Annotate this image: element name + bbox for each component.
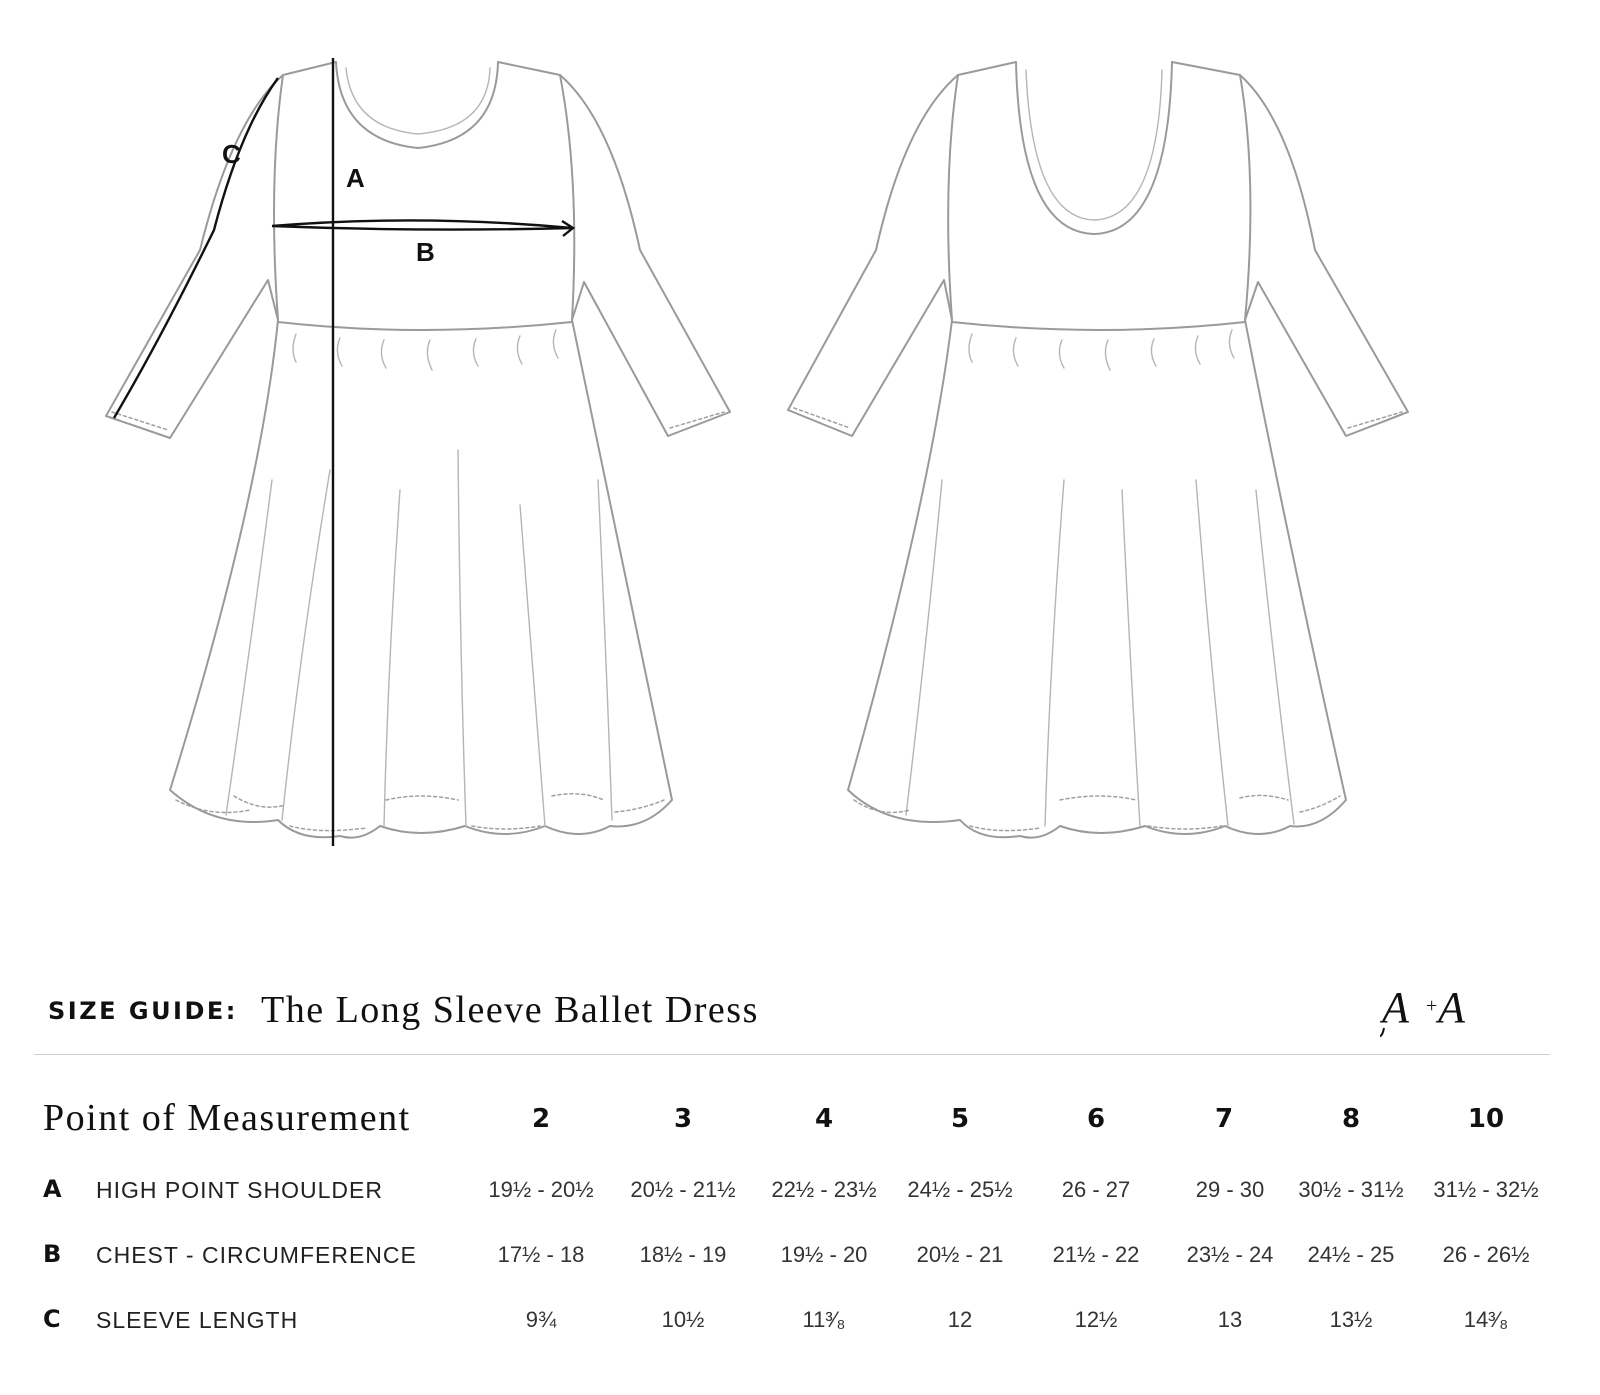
table-cell: 26 - 27 <box>1061 1177 1131 1202</box>
svg-text:A: A <box>1382 983 1409 1032</box>
header-divider <box>34 1054 1550 1055</box>
table-cell: 13 <box>1217 1307 1243 1332</box>
back-hem-stitching <box>854 795 1340 830</box>
table-cell: 29 - 30 <box>1195 1177 1265 1202</box>
back-neckline-outer <box>1016 62 1172 234</box>
table-cell: 11³⁄₈ <box>802 1307 846 1332</box>
back-body-outline <box>788 62 1408 838</box>
size-header: 4 <box>814 1104 834 1134</box>
table-row <box>0 1240 1600 1290</box>
table-cell: 19½ - 20 <box>780 1242 868 1267</box>
table-cell: 18½ - 19 <box>639 1242 727 1267</box>
size-guide-title: The Long Sleeve Ballet Dress <box>261 989 759 1031</box>
size-header: 8 <box>1341 1104 1361 1134</box>
back-skirt-folds <box>906 480 1294 826</box>
point-of-measurement-heading: Point of Measurement <box>43 1097 411 1139</box>
size-header: 7 <box>1214 1104 1234 1134</box>
table-cell: 17½ - 18 <box>497 1242 585 1267</box>
size-header: 3 <box>673 1104 693 1134</box>
front-neckline-outer <box>336 62 498 148</box>
back-gathers <box>969 330 1234 370</box>
size-guide-header <box>48 988 1568 1038</box>
row-label: CHEST - CIRCUMFERENCE <box>96 1242 417 1268</box>
measure-label-a: A <box>346 163 365 193</box>
size-header: 10 <box>1467 1104 1505 1134</box>
dress-front-view <box>106 62 730 838</box>
size-header: 5 <box>950 1104 970 1134</box>
table-cell: 22½ - 23½ <box>771 1177 877 1202</box>
size-header: 6 <box>1086 1104 1106 1134</box>
table-cell: 20½ - 21 <box>916 1242 1004 1267</box>
table-row <box>0 1175 1600 1225</box>
table-cell: 24½ - 25½ <box>907 1177 1013 1202</box>
front-neckline-inner <box>346 68 490 134</box>
measure-label-b: B <box>416 237 435 267</box>
size-guide-prefix: SIZE GUIDE: <box>48 997 238 1025</box>
row-label: SLEEVE LENGTH <box>96 1307 299 1333</box>
table-cell: 31½ - 32½ <box>1433 1177 1539 1202</box>
table-cell: 13½ <box>1329 1307 1373 1332</box>
table-cell: 12 <box>947 1307 973 1332</box>
front-armhole-right <box>560 75 574 320</box>
table-cell: 24½ - 25 <box>1307 1242 1395 1267</box>
back-armhole-left <box>948 75 958 320</box>
table-cell: 30½ - 31½ <box>1298 1177 1404 1202</box>
back-cuff-left-stitch <box>794 408 850 428</box>
back-armhole-right <box>1240 75 1250 320</box>
table-cell: 23½ - 24 <box>1186 1242 1274 1267</box>
row-letter: C <box>43 1305 61 1333</box>
measure-line-b <box>272 220 573 236</box>
measure-label-c: C <box>222 139 241 169</box>
back-waist-seam <box>952 322 1245 330</box>
table-cell: 21½ - 22 <box>1052 1242 1140 1267</box>
row-label: HIGH POINT SHOULDER <box>96 1177 383 1203</box>
front-hem-stitching <box>176 794 664 831</box>
dress-back-view <box>788 62 1408 838</box>
front-waist-seam <box>278 322 572 330</box>
table-row <box>0 1305 1600 1355</box>
table-cell: 26 - 26½ <box>1442 1242 1530 1267</box>
brand-logo <box>1380 982 1480 1042</box>
table-header-row <box>0 1090 1600 1140</box>
svg-text:A: A <box>1438 983 1465 1032</box>
row-letter: B <box>43 1240 62 1268</box>
front-skirt-folds <box>226 450 612 826</box>
size-header: 2 <box>531 1104 551 1134</box>
front-armhole-left <box>274 75 283 320</box>
svg-text:+: + <box>1426 995 1438 1017</box>
table-cell: 9¾ <box>525 1307 557 1332</box>
back-neckline-inner <box>1026 70 1162 220</box>
front-body-outline <box>106 62 730 838</box>
table-cell: 14³⁄₈ <box>1463 1307 1509 1332</box>
table-cell: 10½ <box>661 1307 705 1332</box>
row-letter: A <box>43 1175 62 1203</box>
table-cell: 20½ - 21½ <box>630 1177 736 1202</box>
table-cell: 19½ - 20½ <box>488 1177 594 1202</box>
measure-line-c <box>114 78 278 418</box>
table-cell: 12½ <box>1074 1307 1118 1332</box>
